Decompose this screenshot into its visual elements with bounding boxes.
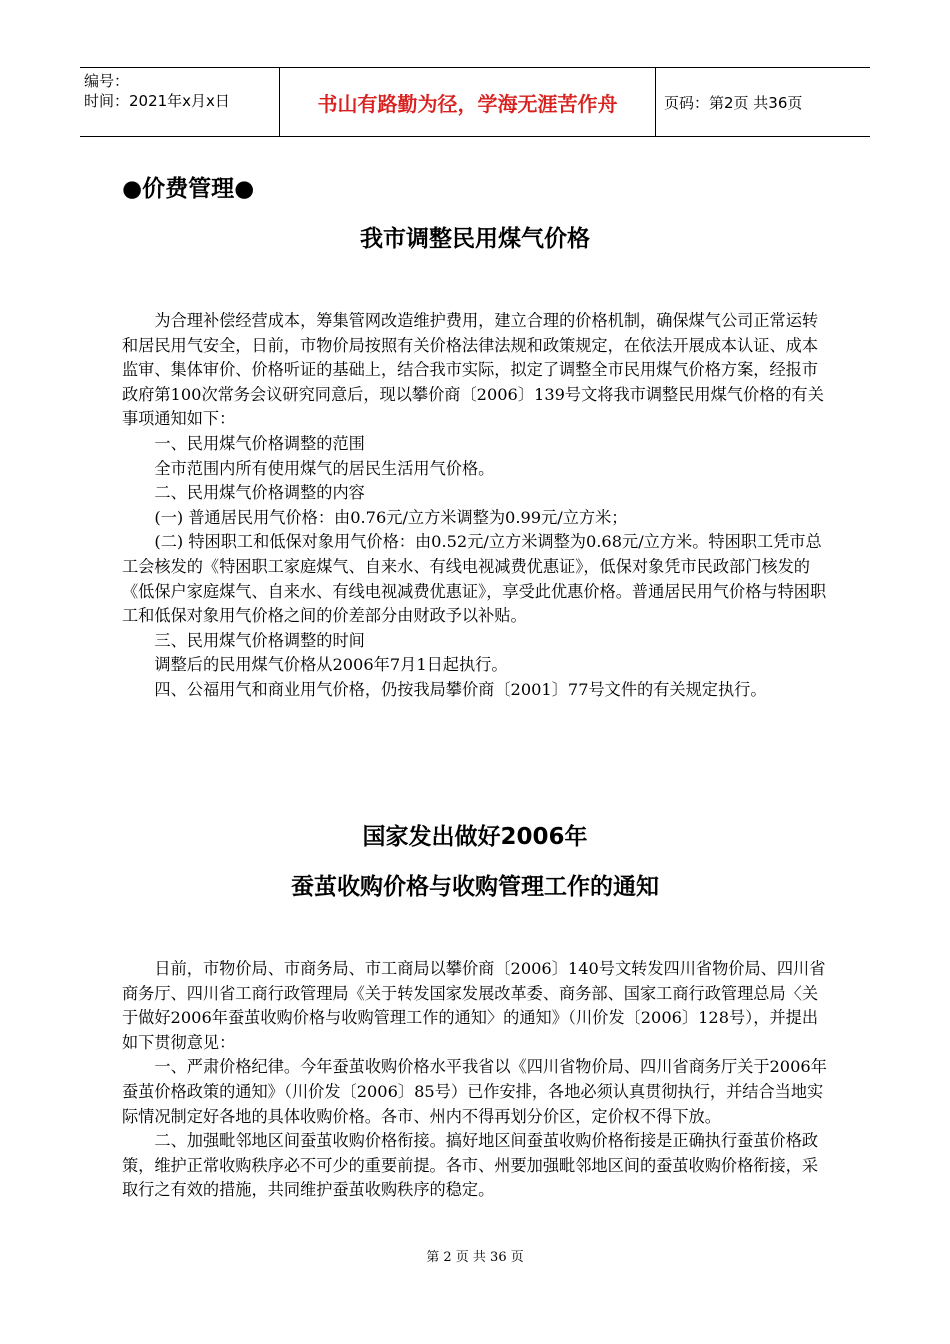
article2-body — [122, 957, 834, 1203]
article1-paragraph: (一) 普通居民用气价格：由0.76元/立方米调整为0.99元/立方米； — [154, 507, 628, 527]
page-header — [80, 67, 870, 137]
article1-paragraph: 四、公福用气和商业用气价格，仍按我局攀价商〔2001〕77号文件的有关规定执行。 — [154, 679, 767, 699]
article1-paragraph: 二、民用煤气价格调整的内容 — [154, 483, 365, 503]
article1-title: 我市调整民用煤气价格 — [360, 226, 590, 252]
page-footer: 第 2 页 共 36 页 — [426, 1250, 524, 1265]
document-number-label: 编号： — [84, 72, 130, 90]
document-date-label: 时间：2021年x月x日 — [84, 92, 230, 110]
article2-paragraph: 二、加强毗邻地区间蚕茧收购价格衔接。搞好地区间蚕茧收购价格衔接是正确执行蚕茧价格政策，维护正常收购秩序必不可少的重要前提。各市、州要加强毗邻地区间的蚕茧收购价格衔接，采取行之有效的措施，共同维护蚕茧收购秩序的稳定。 — [122, 1131, 819, 1200]
section-tag: ●价费管理● — [122, 176, 255, 202]
article1-paragraph: 为合理补偿经营成本，筹集管网改造维护费用，建立合理的价格机制，确保煤气公司正常运转和居民用气安全，日前，市物价局按照有关价格法律法规和政策规定，在依法开展成本认证、成本监审、集体审价、价格听证的基础上，结合我市实际，拟定了调整全市民用煤气价格方案，经报市政府第100次常务会议研究同意后，现以攀价商〔2006〕139号文将我市调整民用煤气价格的有关事项通知如下： — [122, 311, 824, 429]
article2-title-line1: 国家发出做好2006年 — [362, 824, 588, 850]
header-motto: 书山有路勤为径，学海无涯苦作舟 — [280, 68, 656, 136]
article1-paragraph: (二) 特困职工和低保对象用气价格：由0.52元/立方米调整为0.68元/立方米。特困职工凭市总工会核发的《特困职工家庭煤气、自来水、有线电视减费优惠证》，低保对象凭市民政部门核发的《低保户家庭煤气、自来水、有线电视减费优惠证》，享受此优惠价格。普通居民用气价格与特困职工和低保对象用气价格之间的价差部分由财政予以补贴。 — [122, 532, 827, 626]
article1-paragraph: 全市范围内所有使用煤气的居民生活用气价格。 — [154, 458, 495, 478]
article1-paragraph: 三、民用煤气价格调整的时间 — [154, 630, 365, 650]
article1-paragraph: 调整后的民用煤气价格从2006年7月1日起执行。 — [154, 655, 508, 675]
article2-paragraph: 一、严肃价格纪律。今年蚕茧收购价格水平我省以《四川省物价局、四川省商务厅关于2006年蚕茧价格政策的通知》（川价发〔2006〕85号）已作安排，各地必须认真贯彻执行，并结合当地实际情况制定好各地的具体收购价格。各市、州内不得再划分价区，定价权不得下放。 — [122, 1057, 827, 1126]
article2-title-line2: 蚕茧收购价格与收购管理工作的通知 — [291, 874, 659, 900]
header-page-info: 页码：第2页 共36页 — [664, 93, 803, 112]
article1-body — [122, 309, 834, 703]
header-meta — [80, 68, 280, 136]
article2-paragraph: 日前，市物价局、市商务局、市工商局以攀价商〔2006〕140号文转发四川省物价局、四川省商务厅、四川省工商行政管理局《关于转发国家发展改革委、商务部、国家工商行政管理总局〈关于做好2006年蚕茧收购价格与收购管理工作的通知〉的通知》（川价发〔2006〕128号），并提出如下贯彻意见： — [122, 959, 826, 1052]
article1-paragraph: 一、民用煤气价格调整的范围 — [154, 433, 365, 453]
